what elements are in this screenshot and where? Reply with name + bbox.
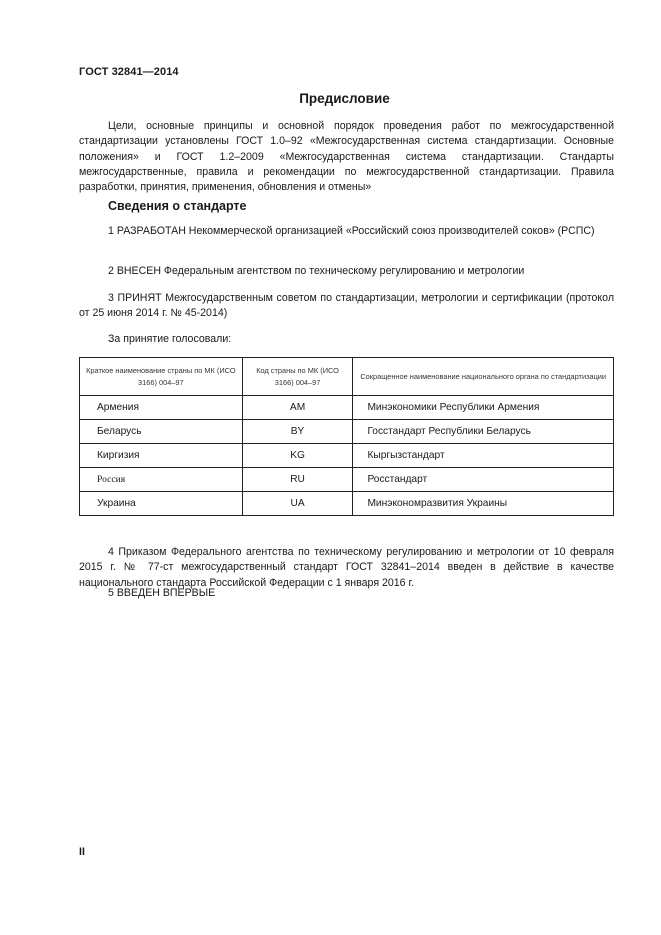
item-introduced: 2 ВНЕСЕН Федеральным агентством по техническому регулированию и метрологии [108,265,525,277]
page-number: II [79,846,85,858]
country-code: KG [242,444,353,468]
voting-countries-table [79,357,614,516]
table-row [80,468,614,492]
foreword-title: Предисловие [299,91,390,106]
foreword-paragraph: Цели, основные принципы и основной порядок проведения работ по межгосударственной стандартизации установлены ГОСТ 1.0–92 «Межгосударственная система стандартизации. Основные положения» и ГОСТ 1.2–2009 «Межгосударственная система стандартизации. Стандарты межгосударственные, правила и рекомендации по межгосударственной стандартизации. Правила разработки, принятия, применения, обновления и отмены» [79,120,614,194]
item-developed: 1 РАЗРАБОТАН Некоммерческой организацией «Российский союз производителей соков» (РСПС) [108,225,595,237]
standard-code-header: ГОСТ 32841—2014 [79,66,179,78]
standards-body: Госстандарт Республики Беларусь [353,420,614,444]
header-country: Краткое наименование страны по МК (ИСО 3166) 004–97 [80,358,243,396]
country-code: UA [242,492,353,516]
header-standards-body: Сокращенное наименование национального органа по стандартизации [353,358,614,396]
voted-label: За принятие голосовали: [108,333,232,345]
table-header-row [80,358,614,396]
country-code: BY [242,420,353,444]
standards-body: Росстандарт [353,468,614,492]
country-name: Россия [80,468,243,492]
country-name: Киргизия [80,444,243,468]
table-row [80,492,614,516]
standards-body: Минэкономики Республики Армения [353,396,614,420]
country-name: Беларусь [80,420,243,444]
standards-body: Минэкономразвития Украины [353,492,614,516]
country-name: Армения [80,396,243,420]
table-row [80,444,614,468]
country-name: Украина [80,492,243,516]
header-code: Код страны по МК (ИСО 3166) 004–97 [242,358,353,396]
standard-info-heading: Сведения о стандарте [108,199,247,213]
country-code: AM [242,396,353,420]
item-order: 4 Приказом Федерального агентства по техническому регулированию и метрологии от 10 февраля 2015 г. № 77-ст межгосударственный стандарт ГОСТ 32841–2014 введен в действие в качестве национального стандарта Российской Федерации с 1 января 2016 г. [79,546,614,589]
item-adopted: 3 ПРИНЯТ Межгосударственным советом по стандартизации, метрологии и сертификации (протокол от 25 июня 2014 г. № 45-2014) [79,292,614,320]
standards-body: Кыргызстандарт [353,444,614,468]
item-first-introduced: 5 ВВЕДЕН ВПЕРВЫЕ [108,587,216,599]
country-code: RU [242,468,353,492]
table-row [80,396,614,420]
table-row [80,420,614,444]
